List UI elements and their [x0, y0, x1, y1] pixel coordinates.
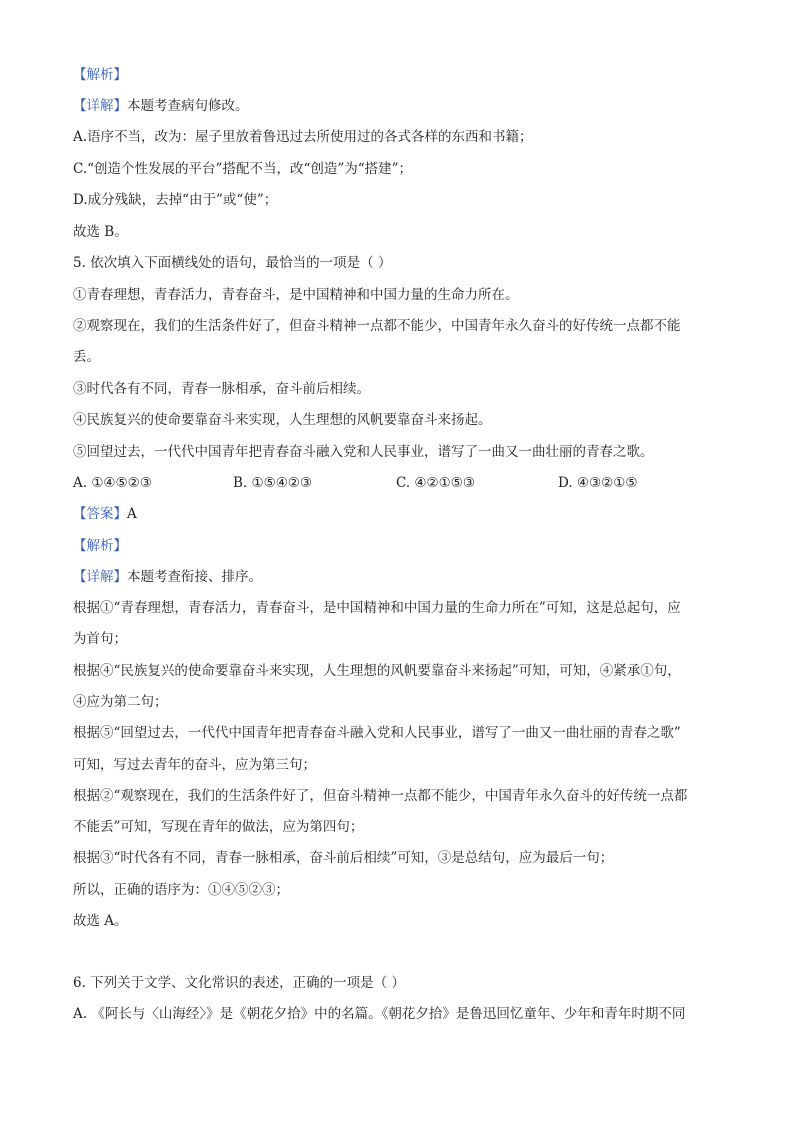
q5-sentence-2a: ②观察现在，我们的生活条件好了，但奋斗精神一点都不能少，中国青年永久奋斗的好传统一点都不能 [73, 318, 681, 334]
answer-value: A [127, 506, 137, 522]
reason-2b: ④应为第二句； [73, 694, 168, 710]
q5-option-a: A. ①④⑤②③ [73, 475, 152, 491]
detail-line-1 [73, 97, 249, 115]
q5-sentence-2b: 丢。 [73, 349, 100, 365]
conclusion-1: 故选 B。 [73, 224, 128, 240]
reason-2a: 根据④“民族复兴的使命要靠奋斗来实现，人生理想的风帆要靠奋斗来扬起”可知，可知，④紧承①句， [73, 663, 681, 679]
analysis-heading-2: 【解析】 [73, 538, 127, 554]
q6-option-a: A. 《阿长与〈山海经〉》是《朝花夕拾》中的名篇。《朝花夕拾》是鲁迅回忆童年、少年和青年时期不同 [73, 1006, 686, 1022]
q5-option-d: D. ④③②①⑤ [558, 475, 638, 491]
explanation-a: A.语序不当，改为：屋子里放着鲁迅过去所使用过的各式各样的东西和书籍； [73, 129, 533, 145]
conclusion-2: 故选 A。 [73, 913, 128, 929]
q5-sentence-5: ⑤回望过去，一代代中国青年把青春奋斗融入党和人民事业，谱写了一曲又一曲壮丽的青春之歌。 [73, 444, 654, 460]
reason-4b: 不能丢”可知，写现在青年的做法，应为第四句； [73, 819, 364, 835]
answer-tag: 【答案】 [73, 506, 127, 522]
q5-sentence-3: ③时代各有不同，青春一脉相承，奋斗前后相续。 [73, 381, 370, 397]
reason-4a: 根据②“观察现在，我们的生活条件好了，但奋斗精神一点都不能少，中国青年永久奋斗的好传统一点都 [73, 788, 688, 804]
q5-answer-line [73, 505, 137, 523]
detail-line-2 [73, 568, 262, 586]
reason-3a: 根据⑤“回望过去，一代代中国青年把青春奋斗融入党和人民事业，谱写了一曲又一曲壮丽的青春之歌” [73, 725, 681, 741]
q5-sentence-1: ①青春理想，青春活力，青春奋斗，是中国精神和中国力量的生命力所在。 [73, 287, 519, 303]
detail-tag-2: 【详解】 [73, 569, 127, 585]
q5-option-c: C. ④②①⑤③ [396, 475, 475, 491]
explanation-d: D.成分残缺，去掉“由于”或“使”； [73, 192, 278, 208]
q5-sentence-4: ④民族复兴的使命要靠奋斗来实现，人生理想的风帆要靠奋斗来扬起。 [73, 412, 492, 428]
detail-tag-1: 【详解】 [73, 98, 127, 114]
reason-3b: 可知，写过去青年的奋斗，应为第三句； [73, 757, 316, 773]
correct-order: 所以，正确的语序为：①④⑤②③； [73, 882, 289, 898]
reason-1a: 根据①“青春理想，青春活力，青春奋斗，是中国精神和中国力量的生命力所在”可知，这是总起句，应 [73, 600, 681, 616]
reason-5: 根据③“时代各有不同，青春一脉相承，奋斗前后相续”可知，③是总结句，应为最后一句； [73, 850, 614, 866]
q5-option-b: B. ①⑤④②③ [233, 475, 313, 491]
detail-text-2: 本题考查衔接、排序。 [127, 569, 262, 585]
question-5-stem: 5. 依次填入下面横线处的语句，最恰当的一项是（ ） [73, 255, 392, 271]
explanation-c: C.“创造个性发展的平台”搭配不当，改“创造”为“搭建”； [73, 161, 413, 177]
question-6-stem: 6. 下列关于文学、文化常识的表述，正确的一项是（ ） [73, 975, 405, 991]
reason-1b: 为首句； [73, 631, 127, 647]
detail-text-1: 本题考查病句修改。 [127, 98, 249, 114]
analysis-heading-1: 【解析】 [73, 67, 127, 83]
